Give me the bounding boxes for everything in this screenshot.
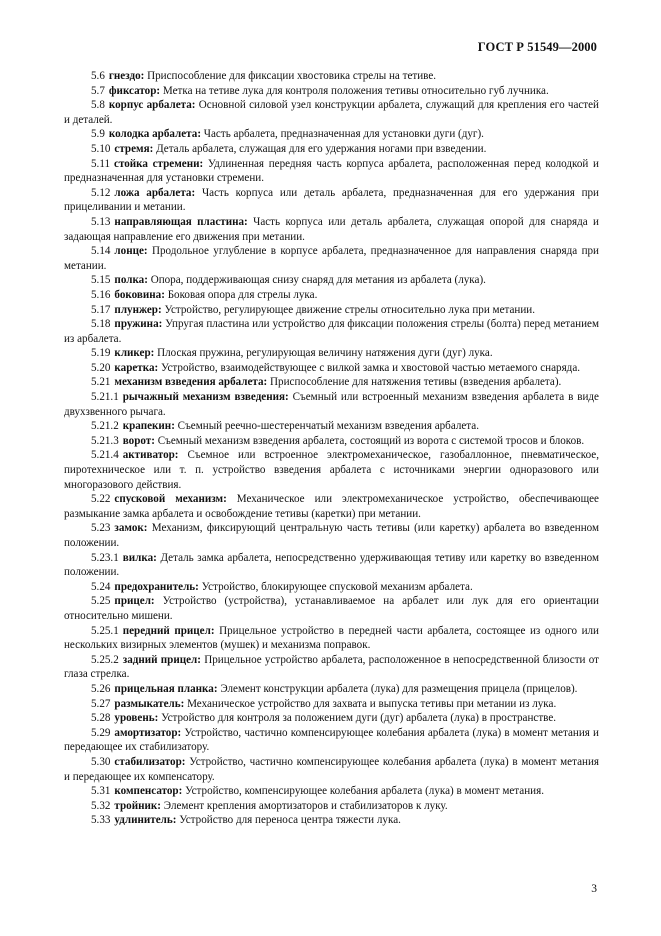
entry-definition: Приспособление для натяжения тетивы (взведения арбалета). [270, 376, 562, 389]
entry-number: 5.17 [91, 303, 111, 316]
entry-definition: Упругая пластина или устройство для фиксации положения стрелы (болта) перед метанием из арбалета. [64, 318, 599, 345]
entry-term: лонце: [114, 245, 148, 258]
entry-term: прицел: [114, 595, 155, 608]
standard-header: ГОСТ Р 51549—2000 [477, 40, 597, 54]
entry-number: 5.30 [91, 755, 111, 768]
entry-term: гнездо: [108, 70, 145, 82]
term-entry [64, 755, 599, 784]
entry-number: 5.27 [91, 697, 111, 710]
entry-term: предохранитель: [114, 580, 199, 593]
entry-term: замок: [114, 522, 148, 535]
entry-definition: Устройство для переноса центра тяжести лука. [179, 814, 401, 827]
entry-number: 5.21.4 [91, 449, 119, 462]
entry-number: 5.25.1 [91, 624, 119, 637]
entry-definition: Деталь замка арбалета, непосредственно удерживающая тетиву или каретку во взведенном положении. [64, 551, 600, 579]
entry-number: 5.18 [91, 318, 111, 331]
term-entry [64, 98, 599, 127]
entry-definition: Часть корпуса или деталь арбалета, предназначенная для его удержания при прицеливании и метании. [64, 186, 599, 214]
term-entry [64, 551, 599, 580]
entry-term: тройник: [114, 799, 161, 812]
entry-number: 5.33 [91, 814, 111, 827]
entry-term: амортизатор: [114, 726, 182, 739]
entry-number: 5.22 [91, 493, 111, 506]
term-entry [64, 69, 599, 84]
entry-definition: Основной силовой узел конструкции арбалета, служащий для крепления его частей и деталей. [64, 99, 599, 126]
entry-definition: Часть корпуса или деталь арбалета, служащая опорой для снаряда и задающая направление его движения при метании. [64, 215, 599, 243]
term-entry [64, 361, 599, 376]
entry-definition: Устройство, регулирующее движение стрелы относительно лука при метании. [164, 303, 535, 316]
entry-definition: Удлиненная передняя часть корпуса арбалета, расположенная перед колодкой и предназначенная для установки стремени. [64, 157, 599, 185]
term-entry [64, 273, 599, 288]
entry-definition: Механическое устройство для захвата и выпуска тетивы при метании из лука. [187, 697, 557, 710]
entry-definition: Механическое или электромеханическое устройство, обеспечивающее размыкание замка арбалета и освобождение тетивы (каретки) при метании. [64, 493, 599, 520]
entry-number: 5.28 [91, 712, 111, 725]
entry-definition: Элемент конструкции арбалета (лука) для размещения прицела (прицелов). [220, 682, 578, 695]
entry-term: боковина: [114, 288, 165, 301]
entry-number: 5.8 [91, 99, 105, 112]
entry-definition: Съемный реечно-шестеренчатый механизм взведения арбалета. [177, 420, 479, 433]
entry-term: спусковой механизм: [114, 493, 227, 506]
term-entry [64, 521, 599, 550]
entry-term: пружина: [114, 318, 163, 331]
entry-term: компенсатор: [114, 785, 183, 798]
entry-definition: Элемент крепления амортизаторов и стабилизаторов к луку. [163, 799, 448, 812]
entry-term: уровень: [114, 712, 159, 725]
term-entry [64, 697, 599, 712]
entry-number: 5.7 [91, 84, 105, 97]
term-entry [64, 390, 599, 419]
entry-number: 5.29 [91, 726, 111, 739]
term-entry [64, 419, 599, 434]
entry-number: 5.26 [91, 682, 111, 695]
term-entry [64, 682, 599, 697]
entry-term: активатор: [122, 449, 179, 462]
term-entry [64, 346, 599, 361]
entry-number: 5.25 [91, 595, 111, 608]
entry-number: 5.31 [91, 785, 111, 798]
entry-term: корпус арбалета: [108, 99, 196, 112]
entry-number: 5.21 [91, 376, 111, 389]
term-entry [64, 157, 599, 186]
term-entry [64, 594, 599, 623]
entry-definition: Устройство, блокирующее спусковой механизм арбалета. [201, 580, 473, 593]
entry-definition: Приспособление для фиксации хвостовика стрелы на тетиве. [147, 70, 437, 82]
entry-definition: Съемный или встроенный механизм взведения арбалета в виде двухзвенного рычага. [64, 391, 599, 418]
entry-term: направляющая пластина: [114, 215, 248, 228]
term-entry [64, 186, 599, 215]
entry-term: прицельная планка: [114, 682, 218, 695]
term-entry [64, 84, 599, 99]
term-entry [64, 784, 599, 799]
entry-term: колодка арбалета: [108, 128, 202, 141]
term-entry [64, 317, 599, 346]
term-entry [64, 434, 599, 449]
entry-number: 5.20 [91, 361, 111, 374]
entry-term: кликер: [114, 347, 155, 360]
entry-term: задний прицел: [122, 653, 201, 666]
entry-term: полка: [114, 274, 148, 287]
term-entry [64, 303, 599, 318]
term-entry [64, 580, 599, 595]
entry-term: стабилизатор: [114, 755, 186, 768]
entry-term: передний прицел: [122, 624, 215, 637]
entry-term: ложа арбалета: [114, 186, 196, 199]
entry-definition: Продольное углубление в корпусе арбалета, предназначенное для направления снаряда при метании. [64, 245, 599, 272]
term-entry [64, 624, 599, 653]
entry-term: каретка: [114, 361, 159, 374]
entry-definition: Плоская пружина, регулирующая величину натяжения дуги (дуг) лука. [157, 347, 493, 360]
entry-definition: Прицельное устройство арбалета, расположенное в непосредственной близости от глаза стрелка. [64, 653, 599, 681]
term-entry [64, 799, 599, 814]
entry-definition: Метка на тетиве лука для контроля положения тетивы относительно губ лучника. [162, 84, 549, 97]
term-entry [64, 711, 599, 726]
term-entry [64, 142, 599, 157]
entry-definition: Боковая опора для стрелы лука. [167, 288, 318, 301]
entry-number: 5.14 [91, 245, 111, 258]
entry-number: 5.13 [91, 215, 111, 228]
term-entry [64, 813, 599, 828]
term-entry [64, 653, 599, 682]
entry-definition: Устройство, компенсирующее колебания арбалета (лука) в момент метания. [185, 785, 544, 798]
entry-term: удлинитель: [114, 814, 177, 827]
page-number: 3 [591, 883, 597, 895]
entry-term: плунжер: [114, 303, 162, 316]
entry-term: вилка: [122, 551, 157, 564]
term-entry [64, 448, 599, 492]
entry-term: механизм взведения арбалета: [114, 376, 268, 389]
entry-definition: Устройство, взаимодействующее с вилкой замка и хвостовой частью метаемого снаряда. [160, 361, 581, 374]
entry-number: 5.21.3 [91, 434, 119, 447]
entry-term: фиксатор: [108, 84, 161, 97]
entry-definition: Съемный механизм взведения арбалета, состоящий из ворота с системой тросов и блоков. [157, 434, 585, 447]
entry-term: рычажный механизм взведения: [122, 391, 289, 404]
entry-number: 5.9 [91, 128, 105, 141]
terms-list [64, 69, 599, 828]
entry-number: 5.15 [91, 274, 111, 287]
entry-definition: Устройство для контроля за положением дуги (дуг) арбалета (лука) в пространстве. [161, 712, 557, 725]
term-entry [64, 492, 599, 521]
entry-definition: Часть арбалета, предназначенная для установки дуги (дуг). [203, 128, 484, 141]
entry-number: 5.21.2 [91, 420, 119, 433]
entry-definition: Деталь арбалета, служащая для его удержания ногами при взведении. [156, 142, 487, 155]
entry-definition: Устройство, частично компенсирующее колебания арбалета (лука) в момент метания и передающее их компенсатору. [64, 755, 599, 783]
entry-definition: Опора, поддерживающая снизу снаряд для метания из арбалета (лука). [150, 274, 486, 287]
entry-definition: Устройство, частично компенсирующее колебания арбалета (лука) в момент метания и передающее их стабилизатору. [64, 726, 599, 754]
term-entry [64, 726, 599, 755]
term-entry [64, 127, 599, 142]
entry-term: размыкатель: [114, 697, 185, 710]
term-entry [64, 375, 599, 390]
entry-number: 5.6 [91, 70, 105, 82]
term-entry [64, 215, 599, 244]
entry-term: стремя: [114, 142, 154, 155]
entry-number: 5.24 [91, 580, 111, 593]
entry-definition: Устройство (устройства), устанавливаемое на арбалет или лук для его ориентации относительно мишени. [64, 595, 599, 622]
entry-number: 5.16 [91, 288, 111, 301]
entry-definition: Прицельное устройство в передней части арбалета, состоящее из одного или нескольких визирных элементов (мушек) и механизма поправок. [64, 624, 599, 652]
term-entry [64, 288, 599, 303]
entry-number: 5.12 [91, 186, 111, 199]
entry-number: 5.23.1 [91, 551, 119, 564]
term-entry [64, 244, 599, 273]
entry-term: ворот: [122, 434, 155, 447]
entry-number: 5.25.2 [91, 653, 119, 666]
entry-term: крапекин: [122, 420, 175, 433]
entry-definition: Механизм, фиксирующий центральную часть тетивы (или каретку) арбалета во взведенном положении. [64, 522, 599, 549]
entry-definition: Съемное или встроенное электромеханическое, газобаллонное, пневматическое, пиротехническое или т. п. устройство взведения арбалета с источниками энергии одноразового или многоразового действия. [64, 449, 599, 491]
entry-number: 5.23 [91, 522, 111, 535]
entry-number: 5.19 [91, 347, 111, 360]
entry-number: 5.11 [91, 157, 111, 170]
entry-number: 5.10 [91, 142, 111, 155]
entry-number: 5.32 [91, 799, 111, 812]
entry-number: 5.21.1 [91, 391, 119, 404]
entry-term: стойка стремени: [114, 157, 204, 170]
